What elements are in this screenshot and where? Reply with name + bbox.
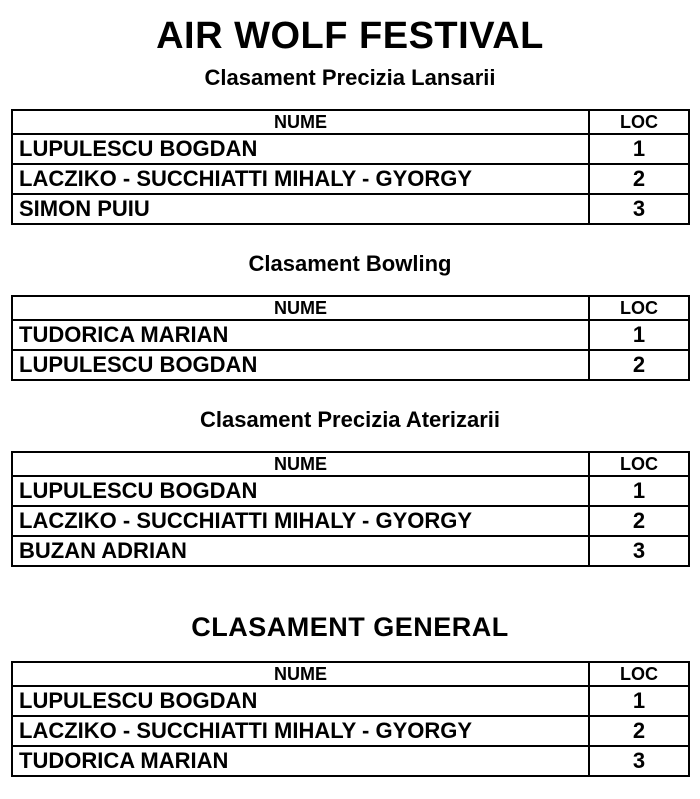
section-heading-bowling: Clasament Bowling [248,251,452,276]
competitor-name: SIMON PUIU [12,194,589,224]
competitor-name: LUPULESCU BOGDAN [12,350,589,380]
competitor-place: 1 [589,320,689,350]
table-header-row [12,296,689,320]
table-row [12,476,689,506]
results-table-general [11,661,690,777]
section-heading-general: CLASAMENT GENERAL [191,612,509,642]
competitor-name: TUDORICA MARIAN [12,746,589,776]
section-heading-precizia-aterizarii: Clasament Precizia Aterizarii [200,407,500,432]
table-header-row [12,662,689,686]
competitor-name: LUPULESCU BOGDAN [12,686,589,716]
competitor-name: LUPULESCU BOGDAN [12,134,589,164]
column-header-loc: LOC [589,662,689,686]
competitor-name: LACZIKO - SUCCHIATTI MIHALY - GYORGY [12,506,589,536]
section-heading-precizia-lansarii: Clasament Precizia Lansarii [204,65,496,90]
table-row [12,536,689,566]
table-row [12,320,689,350]
competitor-name: LACZIKO - SUCCHIATTI MIHALY - GYORGY [12,716,589,746]
results-table-bowling [11,295,690,381]
column-header-nume: NUME [12,110,589,134]
competitor-name: LACZIKO - SUCCHIATTI MIHALY - GYORGY [12,164,589,194]
column-header-nume: NUME [12,662,589,686]
competitor-place: 2 [589,164,689,194]
competitor-place: 2 [589,350,689,380]
competitor-place: 3 [589,746,689,776]
table-row [12,350,689,380]
table-row [12,194,689,224]
column-header-nume: NUME [12,296,589,320]
competitor-place: 1 [589,686,689,716]
competitor-place: 2 [589,506,689,536]
competitor-name: TUDORICA MARIAN [12,320,589,350]
results-table-precizia-aterizarii [11,451,690,567]
table-row [12,746,689,776]
table-row [12,716,689,746]
results-table-precizia-lansarii [11,109,690,225]
column-header-nume: NUME [12,452,589,476]
competitor-place: 3 [589,536,689,566]
competitor-place: 1 [589,476,689,506]
table-row [12,506,689,536]
competitor-name: LUPULESCU BOGDAN [12,476,589,506]
column-header-loc: LOC [589,110,689,134]
competitor-place: 1 [589,134,689,164]
table-row [12,164,689,194]
table-row [12,134,689,164]
competitor-place: 3 [589,194,689,224]
table-header-row [12,452,689,476]
page-title: AIR WOLF FESTIVAL [156,15,544,57]
table-header-row [12,110,689,134]
competitor-place: 2 [589,716,689,746]
column-header-loc: LOC [589,296,689,320]
column-header-loc: LOC [589,452,689,476]
competitor-name: BUZAN ADRIAN [12,536,589,566]
table-row [12,686,689,716]
